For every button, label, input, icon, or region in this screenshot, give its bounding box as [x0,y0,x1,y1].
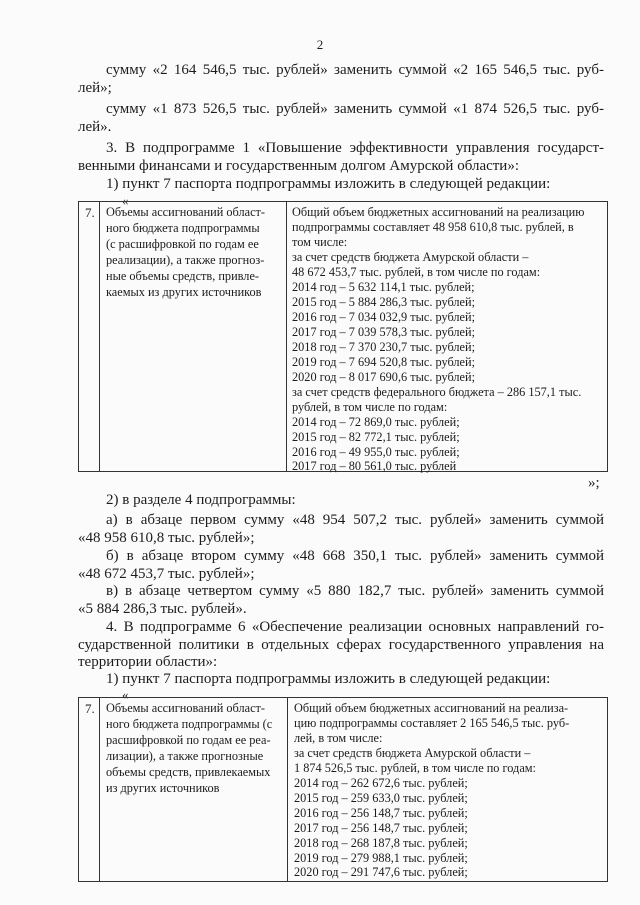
item4-line-2: сударственной политики в отдельных сферах государственного управления на [78,637,604,653]
table2-left-line: объемы средств, привлекаемых [106,765,271,779]
table2-left-line: Объемы ассигнований област- [106,701,266,715]
table2-right-line: 1 874 526,5 тыс. рублей, в том числе по годам: [294,761,536,775]
table1-right-line: подпрограммы составляет 48 958 610,8 тыс. рублей, в [292,220,574,234]
para-a-line-1: сумму «2 164 546,5 тыс. рублей» заменить суммой «2 165 546,5 тыс. руб- [106,62,604,78]
table1-right-line: Общий объем бюджетных ассигнований на реализацию [292,205,585,219]
table1-left-line: ные объемы средств, привле- [106,269,259,283]
table2-right-line: лей, в том числе: [294,731,383,745]
para-a-line-3: сумму «1 873 526,5 тыс. рублей» заменить суммой «1 874 526,5 тыс. руб- [106,101,604,117]
table1-left-line: ного бюджета подпрограммы [106,221,260,235]
table1-right-line: 2016 год – 7 034 032,9 тыс. рублей; [292,310,475,324]
table1-right-line: рублей, в том числе по годам: [292,400,448,414]
item2-a-line-1: а) в абзаце первом сумму «48 954 507,2 тыс. рублей» заменить суммой [106,512,604,528]
item3-line-3: 1) пункт 7 паспорта подпрограммы изложить в следующей редакции: [106,176,551,192]
table2-right-line: 2018 год – 268 187,8 тыс. рублей; [294,836,468,850]
table1-right-line: 2015 год – 5 884 286,3 тыс. рублей; [292,295,475,309]
table2-left-line: из других источников [106,781,220,795]
table2-right-line: 2020 год – 291 747,6 тыс. рублей; [294,865,468,879]
para-a-line-2: лей»; [78,80,112,96]
table1-right-line: 2016 год – 49 955,0 тыс. рублей; [292,445,460,459]
table1-right-line: 48 672 453,7 тыс. рублей, в том числе по годам: [292,265,541,279]
table2-right-line: 2015 год – 259 633,0 тыс. рублей; [294,791,468,805]
table1-row-number: 7. [85,205,95,220]
item4-line-3: территории области»: [78,654,218,670]
para-a-line-4: лей». [78,119,112,135]
item2-line-1: 2) в разделе 4 подпрограммы: [106,492,296,508]
table1-right-line: 2020 год – 8 017 690,6 тыс. рублей; [292,370,475,384]
table2-right-line: за счет средств бюджета Амурской области – [294,746,531,760]
table2 [78,697,608,882]
item3-line-2: венными финансами и государственным долгом Амурской области»: [78,158,520,174]
table1-right-line: том числе: [292,235,348,249]
table1-right-line: 2015 год – 82 772,1 тыс. рублей; [292,430,460,444]
table1-open-quote: « [122,193,129,208]
table2-right-line: 2014 год – 262 672,6 тыс. рублей; [294,776,468,790]
table1-left-line: (с расшифровкой по годам ее [106,237,259,251]
item2-a-line-2: «48 958 610,8 тыс. рублей»; [78,530,255,546]
item2-c-line-1: в) в абзаце четвертом сумму «5 880 182,7 тыс. рублей» заменить суммой [106,583,604,599]
table2-open-quote: « [122,687,129,702]
table1-right-line: 2017 год – 80 561,0 тыс. рублей [292,459,457,473]
item4-line-1: 4. В подпрограмме 6 «Обеспечение реализации основных направлений го- [106,619,604,635]
item2-b-line-1: б) в абзаце втором сумму «48 668 350,1 тыс. рублей» заменить суммой [106,548,604,564]
page-number: 2 [316,37,324,52]
table2-right-line: цию подпрограммы составляет 2 165 546,5 тыс. руб- [294,716,570,730]
table1 [78,201,608,472]
table2-left-line: ного бюджета подпрограммы (с [106,717,273,731]
table2-left-line: расшифровкой по годам ее реа- [106,733,271,747]
table2-right-line: 2017 год – 256 148,7 тыс. рублей; [294,821,468,835]
table1-right-line: 2014 год – 5 632 114,1 тыс. рублей; [292,280,475,294]
table1-left-line: реализации), а также прогноз- [106,253,265,267]
table1-right-line: 2018 год – 7 370 230,7 тыс. рублей; [292,340,475,354]
item3-line-1: 3. В подпрограмме 1 «Повышение эффективности управления государст- [106,140,604,156]
table2-right-line: 2016 год – 256 148,7 тыс. рублей; [294,806,468,820]
item2-b-line-2: «48 672 453,7 тыс. рублей»; [78,566,255,582]
table1-right-line: 2014 год – 72 869,0 тыс. рублей; [292,415,460,429]
table2-row-number: 7. [85,701,95,716]
table2-right-line: Общий объем бюджетных ассигнований на реализа- [294,701,569,715]
table1-right-line: за счет средств бюджета Амурской области – [292,250,529,264]
table2-right-line: 2019 год – 279 988,1 тыс. рублей; [294,851,468,865]
table1-right-line: 2017 год – 7 039 578,3 тыс. рублей; [292,325,475,339]
table1-right-line: за счет средств федерального бюджета – 286 157,1 тыс. [292,385,582,399]
item4-line-4: 1) пункт 7 паспорта подпрограммы изложить в следующей редакции: [106,671,551,687]
table1-right-line: 2019 год – 7 694 520,8 тыс. рублей; [292,355,475,369]
table2-left-line: лизации), а также прогнозные [106,749,264,763]
item2-c-line-2: «5 884 286,3 тыс. рублей». [78,601,247,617]
table1-close-quote: »; [588,475,600,491]
table1-left-line: Объемы ассигнований област- [106,205,266,219]
table1-left-line: каемых из других источников [106,285,262,299]
